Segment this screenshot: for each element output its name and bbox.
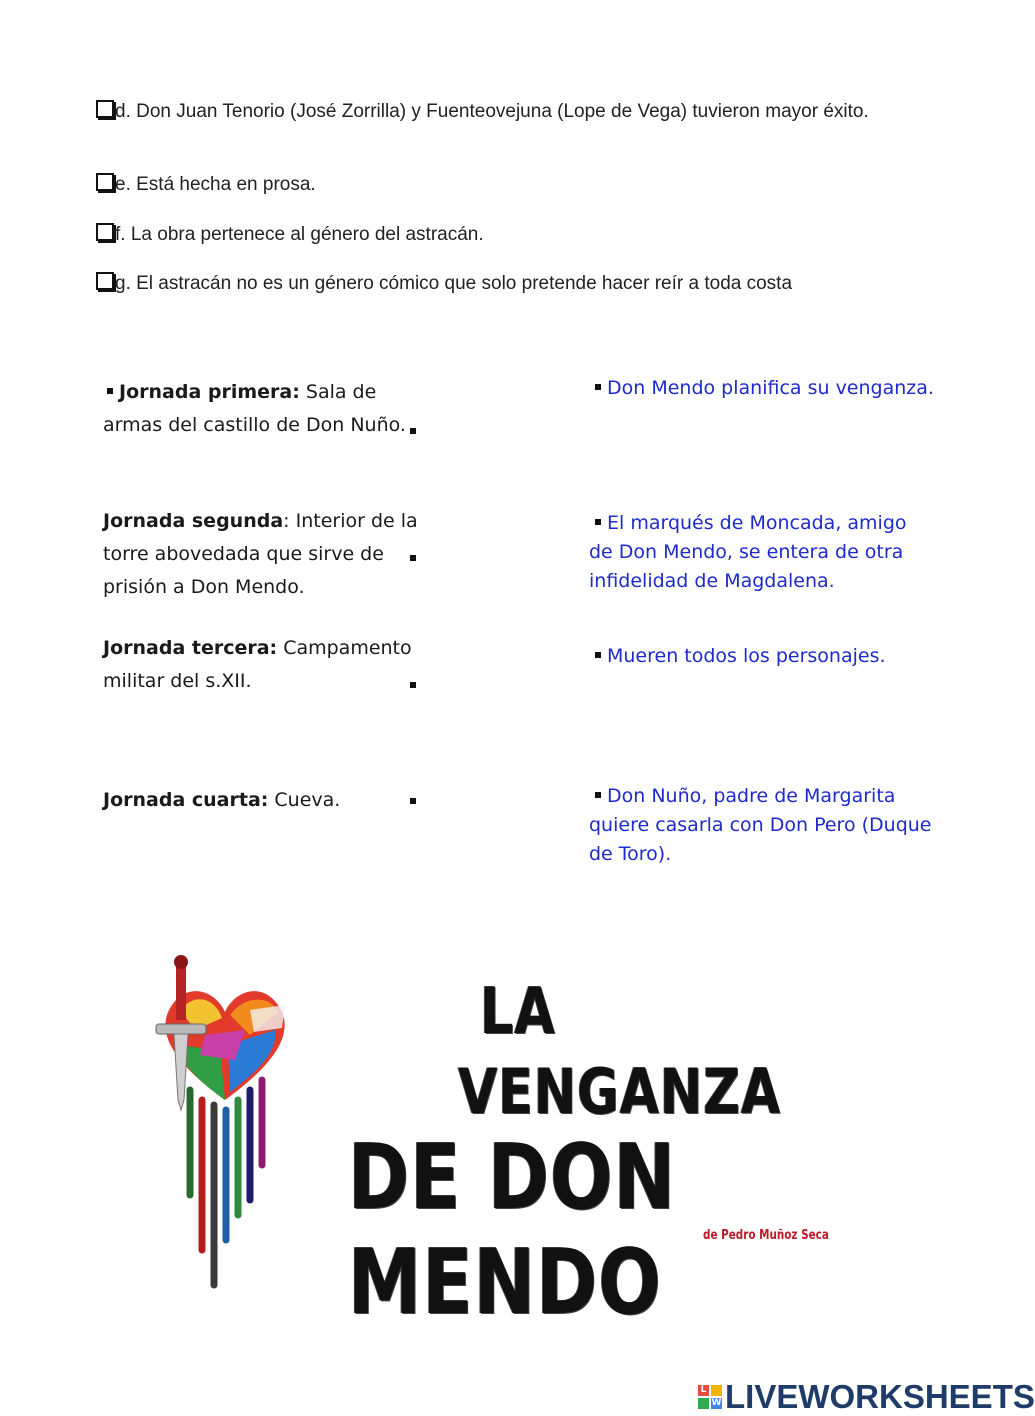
event-text: Don Mendo planifica su venganza.: [607, 377, 934, 399]
jornada-desc: Cueva.: [268, 789, 341, 811]
match-anchor-left-1[interactable]: [410, 428, 416, 434]
checklist-text: d. Don Juan Tenorio (José Zorrilla) y Fuenteovejuna (Lope de Vega) tuvieron mayor éxito.: [115, 101, 869, 122]
match-anchor-right-2[interactable]: [595, 519, 601, 525]
jornada-label: Jornada primera:: [119, 381, 300, 403]
logo-tile: [698, 1398, 709, 1409]
match-anchor-right-3[interactable]: [595, 652, 601, 658]
jornada-segunda: [103, 505, 433, 604]
logo-grid-icon: [698, 1385, 722, 1409]
jornada-label: Jornada segunda: [103, 510, 284, 532]
jornada-desc: Campamento militar del s.XII.: [103, 637, 412, 692]
checkbox-icon[interactable]: [96, 173, 114, 191]
event-3: [589, 642, 934, 671]
event-4: [589, 782, 934, 869]
checklist-text: g. El astracán no es un género cómico que solo pretende hacer reír a toda costa: [115, 273, 793, 294]
logo-letter: L: [698, 1385, 709, 1396]
poster-title-line3: DE DON MENDO: [348, 1125, 677, 1335]
jornada-cuarta: [103, 784, 433, 817]
event-2: [589, 509, 934, 596]
liveworksheets-logo[interactable]: [698, 1378, 1035, 1416]
dagger-heart-icon: [150, 950, 300, 1295]
jornada-desc: : Interior de la torre abovedada que sirve de prisión a Don Mendo.: [103, 510, 418, 598]
checklist-text: e. Está hecha en prosa.: [115, 174, 316, 195]
bullet-icon: [107, 388, 113, 394]
checklist-item-f[interactable]: [96, 223, 896, 247]
event-text: Mueren todos los personajes.: [607, 645, 886, 667]
jornada-tercera: [103, 632, 433, 698]
checklist-item-d[interactable]: [96, 100, 896, 124]
checkbox-icon[interactable]: [96, 223, 114, 241]
event-text: El marqués de Moncada, amigo de Don Mendo, se entera de otra infidelidad de Magdalena.: [589, 512, 907, 592]
match-anchor-left-2[interactable]: [410, 555, 416, 561]
jornada-primera: [103, 376, 433, 442]
poster-title-line2: VENGANZA: [458, 1055, 782, 1128]
brand-text: LIVEWORKSHEETS: [725, 1378, 1035, 1415]
event-1: [589, 374, 934, 403]
checklist-item-g[interactable]: [96, 272, 896, 296]
jornada-desc: Sala de armas del castillo de Don Nuño.: [103, 381, 406, 436]
logo-letter: W: [711, 1398, 722, 1408]
jornada-label: Jornada cuarta:: [103, 789, 269, 811]
match-anchor-left-4[interactable]: [410, 798, 416, 804]
poster-author: de Pedro Muñoz Seca: [703, 1228, 829, 1243]
checklist-item-e[interactable]: [96, 173, 896, 197]
match-anchor-left-3[interactable]: [410, 682, 416, 688]
checklist-text: f. La obra pertenece al género del astracán.: [115, 224, 484, 245]
logo-tile: [711, 1385, 722, 1396]
event-text: Don Nuño, padre de Margarita quiere casarla con Don Pero (Duque de Toro).: [589, 785, 932, 865]
match-anchor-right-4[interactable]: [595, 792, 601, 798]
checkbox-icon[interactable]: [96, 100, 114, 118]
jornada-label: Jornada tercera:: [103, 637, 278, 659]
poster-title-line1: LA: [480, 975, 556, 1049]
match-anchor-right-1[interactable]: [595, 384, 601, 390]
checkbox-icon[interactable]: [96, 272, 114, 290]
